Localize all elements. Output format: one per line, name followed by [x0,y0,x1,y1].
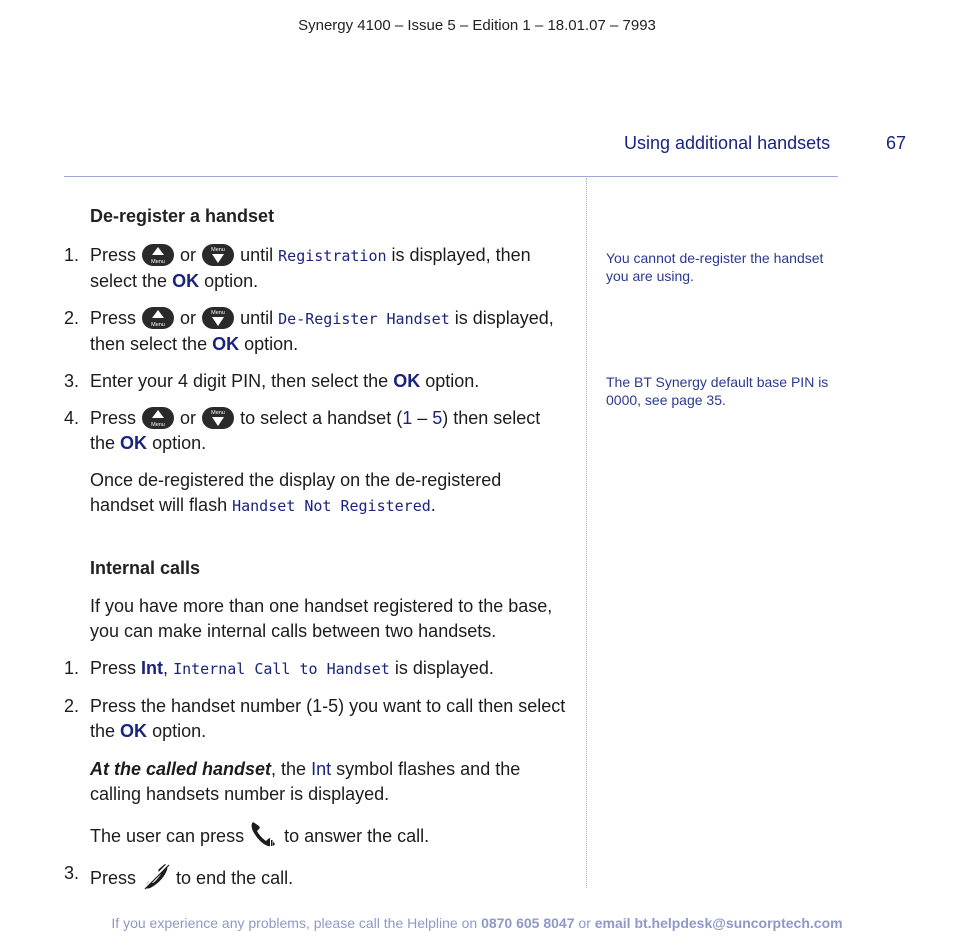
header-rule [64,176,838,177]
svg-text:Menu: Menu [151,322,165,328]
side-note-2: The BT Synergy default base PIN is 0000, see page 35. [606,374,829,408]
step-text: is displayed, then select the [90,245,531,291]
ok-label: OK [120,433,148,453]
ok-label: OK [172,271,200,291]
deregister-after-paragraph [64,468,569,519]
ok-label: OK [393,371,421,391]
section-title: Using additional handsets [624,133,831,153]
range-start: 1 [402,408,413,428]
press-text: Press [90,868,137,888]
step-text: to end the call. [176,868,294,888]
page-number: 67 [886,133,907,153]
step-text: to select a handset ( [240,408,403,428]
until-text: until [240,308,274,328]
internal-step-3 [64,861,569,891]
step-number: 3. [64,863,80,883]
step-number: 3. [64,371,80,391]
step-text: option. [244,334,299,354]
ok-label: OK [120,721,148,741]
range-dash: – [412,408,433,428]
talk-phone-icon [249,819,279,849]
step-text: option. [204,271,259,291]
menu-up-button-icon [141,406,175,430]
or-text: or [180,408,197,428]
or-text: or [180,308,197,328]
helpline-email: email bt.helpdesk@suncorptech.com [594,915,843,931]
period: . [430,495,436,515]
edition-line: Synergy 4100 – Issue 5 – Edition 1 – 18.01.07 – 7993 [298,17,656,34]
step-number: 2. [64,696,80,716]
internal-step-2 [64,694,569,744]
internal-step-1 [64,656,569,682]
step-text: option. [152,433,207,453]
press-text: Press [90,658,137,678]
menu-down-button-icon [201,406,235,430]
step-text: ) then select the [90,408,541,453]
step-text: option. [152,721,207,741]
step-text: Enter your 4 digit PIN, then select the [90,371,389,391]
deregister-step-4 [64,406,569,456]
main-column [64,204,569,891]
deregister-step-2 [64,306,569,357]
svg-text:Menu: Menu [151,259,165,265]
step-text: option. [425,371,480,391]
svg-text:Menu: Menu [151,422,165,428]
step-text: Press the handset number (1-5) you want to call then select the [90,696,566,741]
column-divider [586,178,587,888]
helpline-phone: 0870 605 8047 [481,915,575,931]
menu-down-button-icon [201,243,235,267]
step-text: is displayed. [394,658,494,678]
step-number: 2. [64,308,80,328]
svg-text:Menu: Menu [211,247,225,253]
svg-text:Menu: Menu [211,310,225,316]
paragraph-text: to answer the call. [284,826,430,846]
ok-label: OK [212,334,240,354]
int-label: Int [141,658,164,678]
internal-intro: If you have more than one handset registered to the base, you can make internal calls between two handsets. [90,596,553,641]
answer-call-paragraph [64,819,569,849]
step-number: 1. [64,245,80,265]
footer-text: If you experience any problems, please call the Helpline on [111,915,478,931]
called-handset-emphasis: At the called handset [90,759,272,779]
footer-or: or [578,915,591,931]
menu-up-button-icon [141,243,175,267]
press-text: Press [90,245,137,265]
int-symbol: Int [311,759,332,779]
lcd-text: De-Register Handset [278,310,450,328]
lcd-text: Registration [278,247,387,265]
paragraph-text: symbol flashes and the calling handsets number is displayed. [90,759,521,804]
deregister-step-3 [64,369,569,394]
until-text: until [240,245,274,265]
called-handset-paragraph [64,757,569,807]
paragraph-text: The user can press [90,826,245,846]
step-number: 1. [64,658,80,678]
menu-down-button-icon [201,306,235,330]
comma: , [163,658,169,678]
menu-up-button-icon [141,306,175,330]
helpline-footer [0,915,954,931]
deregister-step-1 [64,243,569,294]
step-number: 4. [64,408,80,428]
deregister-heading: De-register a handset [90,206,275,226]
svg-text:Menu: Menu [211,410,225,416]
or-text: or [180,245,197,265]
end-call-phone-icon [141,861,171,891]
range-end: 5 [432,408,443,428]
step-text: is displayed, then select the [90,308,554,354]
lcd-text: Internal Call to Handset [173,660,390,678]
paragraph-text: Once de-registered the display on the de-registered handset will flash [90,470,502,515]
paragraph-text: , the [271,759,307,779]
press-text: Press [90,408,137,428]
side-note-1: You cannot de-register the handset you are using. [606,250,824,284]
lcd-text: Handset Not Registered [232,497,431,515]
internal-calls-heading: Internal calls [90,558,201,578]
press-text: Press [90,308,137,328]
